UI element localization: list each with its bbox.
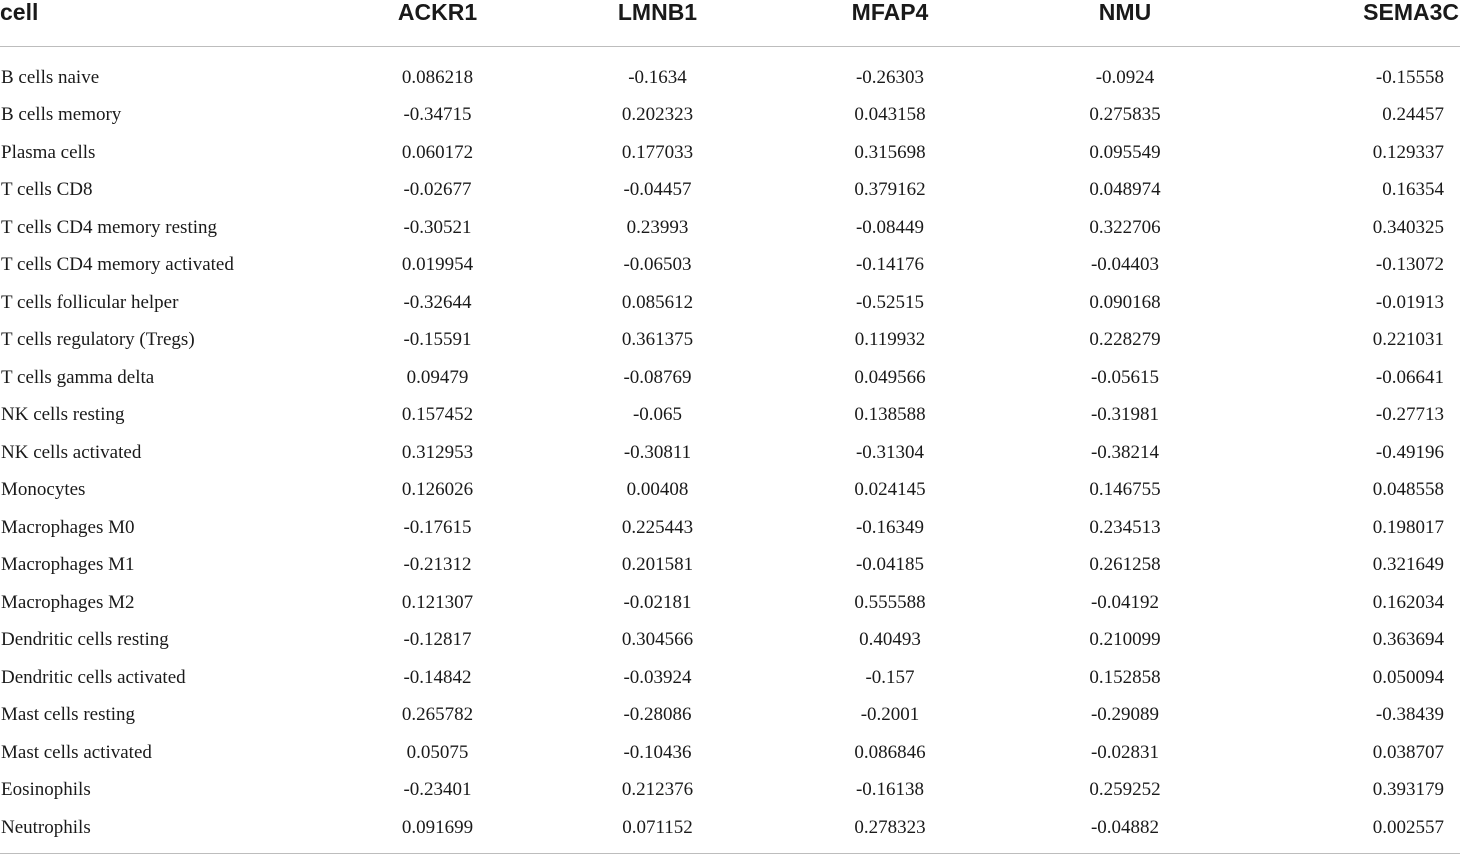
sema3c-value: 0.221031 [1372, 329, 1444, 351]
sema3c-value: 0.048558 [1372, 479, 1444, 501]
lmnb1-value: -0.10436 [623, 741, 692, 763]
table-row [0, 209, 1460, 247]
table-row [0, 772, 1460, 810]
mfap4-value: -0.52515 [855, 291, 925, 313]
cell-label: Macrophages M0 [1, 516, 135, 538]
mfap4-value: 0.315698 [854, 141, 926, 163]
nmu-value: 0.228279 [1089, 329, 1161, 351]
table-row [0, 659, 1460, 697]
ackr1-value: 0.312953 [401, 441, 474, 463]
ackr1-value: -0.23401 [403, 779, 472, 801]
sema3c-value: 0.24457 [1382, 104, 1444, 126]
lmnb1-value: 0.00408 [626, 479, 689, 501]
ackr1-value: -0.14842 [403, 666, 472, 688]
mfap4-value: 0.40493 [859, 629, 921, 651]
lmnb1-value: -0.04457 [623, 179, 692, 201]
lmnb1-value: -0.08769 [623, 366, 692, 388]
lmnb1-value: 0.071152 [545, 809, 770, 853]
cell-label: T cells follicular helper [1, 291, 179, 313]
column-header-lmnb1: LMNB1 [545, 0, 770, 47]
lmnb1-value: -0.28086 [623, 704, 692, 726]
lmnb1-value: -0.30811 [623, 441, 692, 463]
cell-label: NK cells activated [1, 441, 142, 463]
sema3c-value: -0.38439 [1375, 704, 1444, 726]
ackr1-value: 0.086218 [401, 66, 474, 88]
sema3c-value: -0.13072 [1375, 254, 1444, 276]
nmu-value: -0.29089 [1090, 704, 1160, 726]
sema3c-value: 0.198017 [1372, 516, 1444, 538]
sema3c-value: 0.050094 [1372, 666, 1444, 688]
nmu-value: -0.04882 [1010, 809, 1240, 853]
ackr1-value: 0.05075 [406, 741, 469, 763]
sema3c-value: 0.16354 [1382, 179, 1444, 201]
table-row [0, 359, 1460, 397]
nmu-value: 0.261258 [1089, 554, 1161, 576]
sema3c-value: 0.321649 [1372, 554, 1444, 576]
ackr1-value: 0.060172 [401, 141, 474, 163]
ackr1-value: 0.019954 [401, 254, 474, 276]
table-row [0, 809, 1460, 853]
cell-label: T cells regulatory (Tregs) [1, 329, 195, 351]
ackr1-value: -0.34715 [403, 104, 472, 126]
column-header-mfap4: MFAP4 [770, 0, 1010, 47]
cell-label: T cells CD4 memory activated [1, 254, 234, 276]
sema3c-value: -0.01913 [1375, 291, 1444, 313]
column-header-cell: cell [0, 0, 330, 47]
table-row [0, 622, 1460, 660]
ackr1-value: -0.12817 [403, 629, 472, 651]
nmu-value: 0.095549 [1089, 141, 1161, 163]
sema3c-value: 0.393179 [1372, 779, 1444, 801]
ackr1-value: -0.30521 [403, 216, 472, 238]
table-row [0, 284, 1460, 322]
ackr1-value: 0.121307 [401, 591, 474, 613]
table-body [0, 47, 1460, 854]
sema3c-value: -0.27713 [1375, 404, 1444, 426]
mfap4-value: -0.26303 [855, 66, 925, 88]
cell-label: Macrophages M1 [1, 554, 135, 576]
nmu-value: -0.02831 [1090, 741, 1160, 763]
lmnb1-value: 0.23993 [626, 216, 689, 238]
ackr1-value: 0.126026 [401, 479, 474, 501]
lmnb1-value: -0.065 [632, 404, 683, 426]
table-row [0, 322, 1460, 360]
table-row [0, 509, 1460, 547]
mfap4-value: -0.08449 [855, 216, 925, 238]
table-row [0, 247, 1460, 285]
nmu-value: 0.146755 [1089, 479, 1161, 501]
cell-label: Neutrophils [0, 809, 330, 853]
column-header-sema3c: SEMA3C [1240, 0, 1460, 47]
lmnb1-value: 0.225443 [621, 516, 694, 538]
ackr1-value: -0.02677 [403, 179, 472, 201]
lmnb1-value: -0.1634 [628, 66, 687, 88]
cell-label: Eosinophils [1, 779, 91, 801]
sema3c-value: -0.15558 [1375, 66, 1444, 88]
table-row [0, 97, 1460, 135]
table-row [0, 47, 1460, 97]
mfap4-value: 0.379162 [854, 179, 926, 201]
ackr1-value: 0.09479 [406, 366, 469, 388]
nmu-value: -0.04192 [1090, 591, 1160, 613]
lmnb1-value: 0.212376 [621, 779, 694, 801]
mfap4-value: 0.043158 [854, 104, 926, 126]
mfap4-value: 0.049566 [854, 366, 926, 388]
mfap4-value: -0.16138 [855, 779, 925, 801]
lmnb1-value: 0.085612 [621, 291, 694, 313]
mfap4-value: -0.157 [865, 666, 915, 688]
sema3c-value: 0.002557 [1240, 809, 1460, 853]
nmu-value: -0.05615 [1090, 366, 1160, 388]
cell-label: T cells gamma delta [1, 366, 155, 388]
lmnb1-value: -0.02181 [623, 591, 692, 613]
nmu-value: 0.090168 [1089, 291, 1161, 313]
mfap4-value: -0.04185 [855, 554, 925, 576]
table-row [0, 434, 1460, 472]
mfap4-value: 0.024145 [854, 479, 926, 501]
table-row [0, 472, 1460, 510]
table-row [0, 734, 1460, 772]
cell-label: T cells CD4 memory resting [1, 216, 218, 238]
sema3c-value: 0.129337 [1372, 141, 1444, 163]
lmnb1-value: -0.06503 [623, 254, 692, 276]
mfap4-value: 0.278323 [770, 809, 1010, 853]
nmu-value: 0.322706 [1089, 216, 1161, 238]
cell-label: T cells CD8 [1, 179, 93, 201]
cell-label: Mast cells resting [1, 704, 136, 726]
mfap4-value: -0.31304 [855, 441, 925, 463]
lmnb1-value: -0.03924 [623, 666, 692, 688]
mfap4-value: 0.555588 [854, 591, 926, 613]
nmu-value: -0.04403 [1090, 254, 1160, 276]
sema3c-value: -0.49196 [1375, 441, 1444, 463]
ackr1-value: -0.32644 [403, 291, 472, 313]
cell-label: Macrophages M2 [1, 591, 135, 613]
mfap4-value: 0.138588 [854, 404, 926, 426]
table-row [0, 397, 1460, 435]
nmu-value: 0.210099 [1089, 629, 1161, 651]
sema3c-value: 0.162034 [1372, 591, 1444, 613]
sema3c-value: 0.340325 [1372, 216, 1444, 238]
nmu-value: -0.31981 [1090, 404, 1160, 426]
cell-label: Monocytes [1, 479, 86, 501]
lmnb1-value: 0.201581 [621, 554, 694, 576]
cell-label: Dendritic cells activated [1, 666, 186, 688]
header-row [0, 0, 1460, 47]
mfap4-value: -0.16349 [855, 516, 925, 538]
ackr1-value: 0.091699 [330, 809, 545, 853]
cell-label: Mast cells activated [1, 741, 152, 763]
ackr1-value: -0.17615 [403, 516, 472, 538]
lmnb1-value: 0.304566 [621, 629, 694, 651]
table-row [0, 584, 1460, 622]
lmnb1-value: 0.177033 [621, 141, 694, 163]
lmnb1-value: 0.361375 [621, 329, 694, 351]
mfap4-value: -0.2001 [860, 704, 920, 726]
sema3c-value: -0.06641 [1375, 366, 1444, 388]
nmu-value: -0.0924 [1095, 66, 1155, 88]
mfap4-value: 0.086846 [854, 741, 926, 763]
cell-label: Dendritic cells resting [1, 629, 169, 651]
cell-label: B cells memory [1, 104, 122, 126]
table-row [0, 172, 1460, 210]
nmu-value: 0.275835 [1089, 104, 1161, 126]
sema3c-value: 0.038707 [1372, 741, 1444, 763]
nmu-value: -0.38214 [1090, 441, 1160, 463]
cell-label: Plasma cells [1, 141, 96, 163]
ackr1-value: -0.15591 [403, 329, 472, 351]
nmu-value: 0.234513 [1089, 516, 1161, 538]
ackr1-value: -0.21312 [403, 554, 472, 576]
table-row [0, 134, 1460, 172]
table-row [0, 697, 1460, 735]
cell-label: B cells naive [1, 66, 100, 88]
ackr1-value: 0.265782 [401, 704, 474, 726]
nmu-value: 0.259252 [1089, 779, 1161, 801]
column-header-nmu: NMU [1010, 0, 1240, 47]
sema3c-value: 0.363694 [1372, 629, 1444, 651]
mfap4-value: -0.14176 [855, 254, 925, 276]
table-row [0, 547, 1460, 585]
mfap4-value: 0.119932 [854, 329, 926, 351]
cell-label: NK cells resting [1, 404, 125, 426]
ackr1-value: 0.157452 [401, 404, 474, 426]
nmu-value: 0.048974 [1089, 179, 1161, 201]
nmu-value: 0.152858 [1089, 666, 1161, 688]
table-header [0, 0, 1460, 47]
lmnb1-value: 0.202323 [621, 104, 694, 126]
column-header-ackr1: ACKR1 [330, 0, 545, 47]
